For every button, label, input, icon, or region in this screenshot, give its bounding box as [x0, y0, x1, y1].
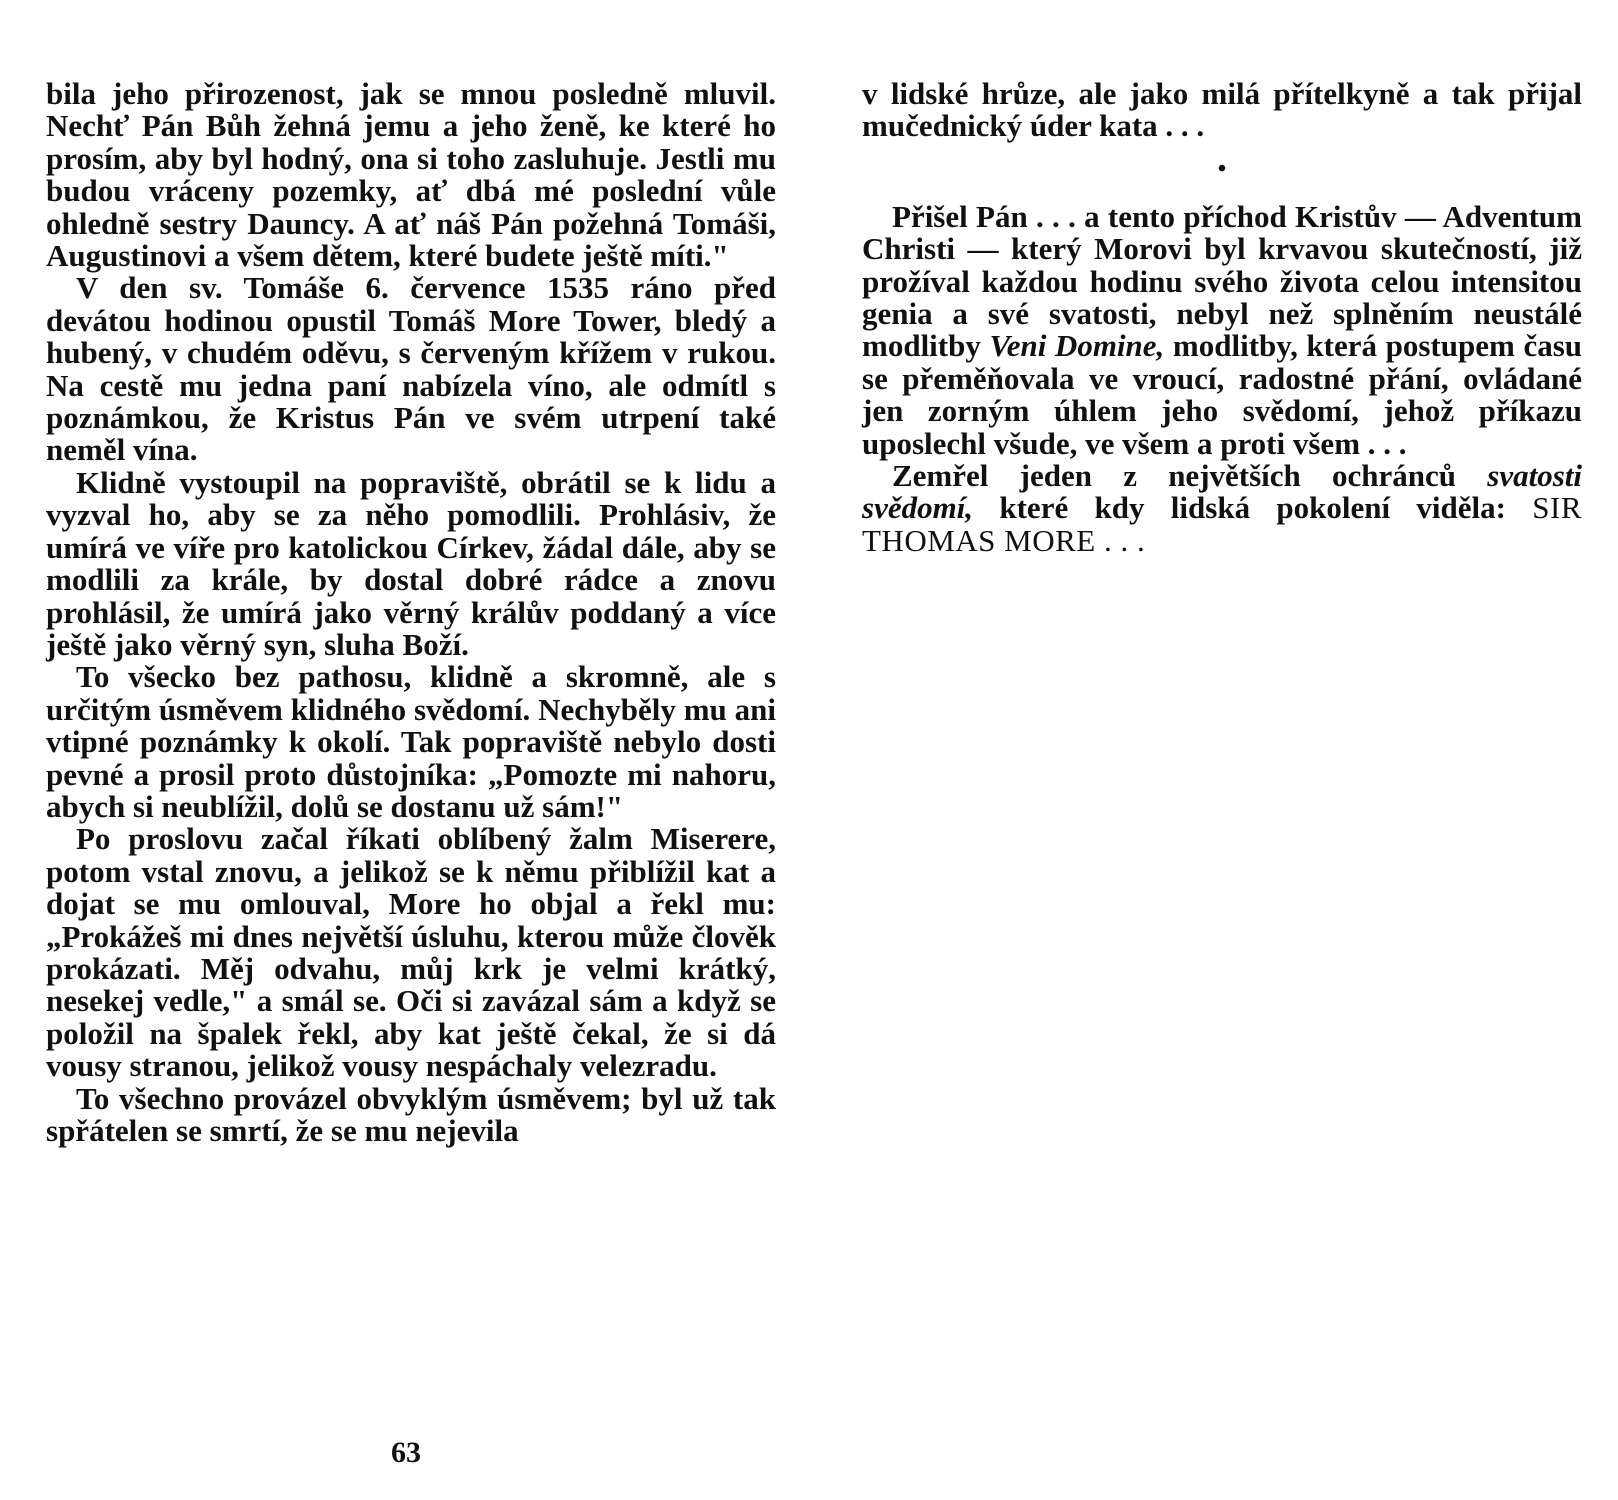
section-separator: • [1217, 155, 1227, 182]
right-column [862, 78, 1582, 557]
svatosti-svedomi-italic: svatosti svědomí, [862, 458, 1582, 526]
left-column [46, 78, 776, 1147]
paragraph-adventum [862, 198, 1583, 461]
paragraph-3: Klidně vystoupil na popraviště, obrátil se k lidu a vyzval ho, aby se za něho pomodlili. Prohlásiv, že umírá ve víře pro katolickou Církev, žádal dále, aby se modlili za krále, by dostal dobré rádce a znovu prohlásil, že umírá jako věrný králův poddaný a více ještě jako věrný syn, sluha Boží. [46, 464, 776, 662]
paragraph-death-text-2: které kdy lidská pokolení viděla: [973, 490, 1533, 526]
thomas-more-name: SIR THOMAS MORE . . . [862, 490, 1582, 558]
paragraph-1: bila jeho přirozenost, jak se mnou posledně mluvil. Nechť Pán Bůh žehná jemu a jeho ženě, ke které ho prosím, aby byl hodný, ona si toho zasluhuje. Jestli mu budou vráceny pozemky, ať dbá mé poslední vůle ohledně sestry Dauncy. A ať náš Pán požehná Tomáši, Augustinovi a všem dětem, které budete ještě míti." [46, 76, 776, 274]
paragraph-adventum-text-2: modlitby, která postupem času se přeměňovala ve vroucí, radostné přání, ovládané jen zorným úhlem jeho svědomí, jehož příkazu uposlechl všude, ve všem a proti všem . . . [862, 328, 1583, 461]
paragraph-adventum-text-1: Přišel Pán . . . a tento příchod Kristův — Adventum Christi — který Morovi byl krvavou skutečností, již prožíval každou hodinu svého života celou intensitou genia a své svatosti, nebyl než splněním neustálé modlitby [862, 198, 1582, 364]
paragraph-continuation: v lidské hrůze, ale jako milá přítelkyně a tak přijal mučednický úder kata . . . [862, 76, 1582, 144]
paragraph-5: Po proslovu začal říkati oblíbený žalm Miserere, potom vstal znovu, a jelikož se k němu přiblížil kat a dojat se mu omlouval, More ho objal a řekl mu: „Prokážeš mi dnes největší úsluhu, kterou může člověk prokázati. Měj odvahu, můj krk je velmi krátký, nesekej vedle," a smál se. Oči si zavázal sám a když se položil na špalek řekl, aby kat ještě čekal, že si dá vousy stranou, jelikož vousy nespáchaly velezradu. [46, 821, 776, 1084]
paragraph-death-text-1: Zemřel jeden z největších ochránců [892, 458, 1488, 494]
veni-domine-italic: Veni Domine, [989, 328, 1165, 364]
paragraph-4: To všecko bez pathosu, klidně a skromně, ale s určitým úsměvem klidného svědomí. Nechyběly mu ani vtipné poznámky k okolí. Tak popraviště nebylo dosti pevné a prosil proto důstojníka: „Pomozte mi nahoru, abych si neublížil, dolů se dostanu už sám!" [46, 659, 776, 824]
paragraph-2: V den sv. Tomáše 6. července 1535 ráno před devátou hodinou opustil Tomáš More Tower, bledý a hubený, v chudém oděvu, s červeným křížem v rukou. Na cestě mu jedna paní nabízela víno, ale odmítl s poznámkou, že Kristus Pán ve svém utrpení také neměl vína. [46, 270, 776, 468]
page-number: 63 [391, 1436, 421, 1469]
paragraph-death [862, 460, 1582, 557]
paragraph-6: To všechno provázel obvyklým úsměvem; byl už tak spřátelen se smrtí, že se mu nejevila [46, 1080, 776, 1148]
